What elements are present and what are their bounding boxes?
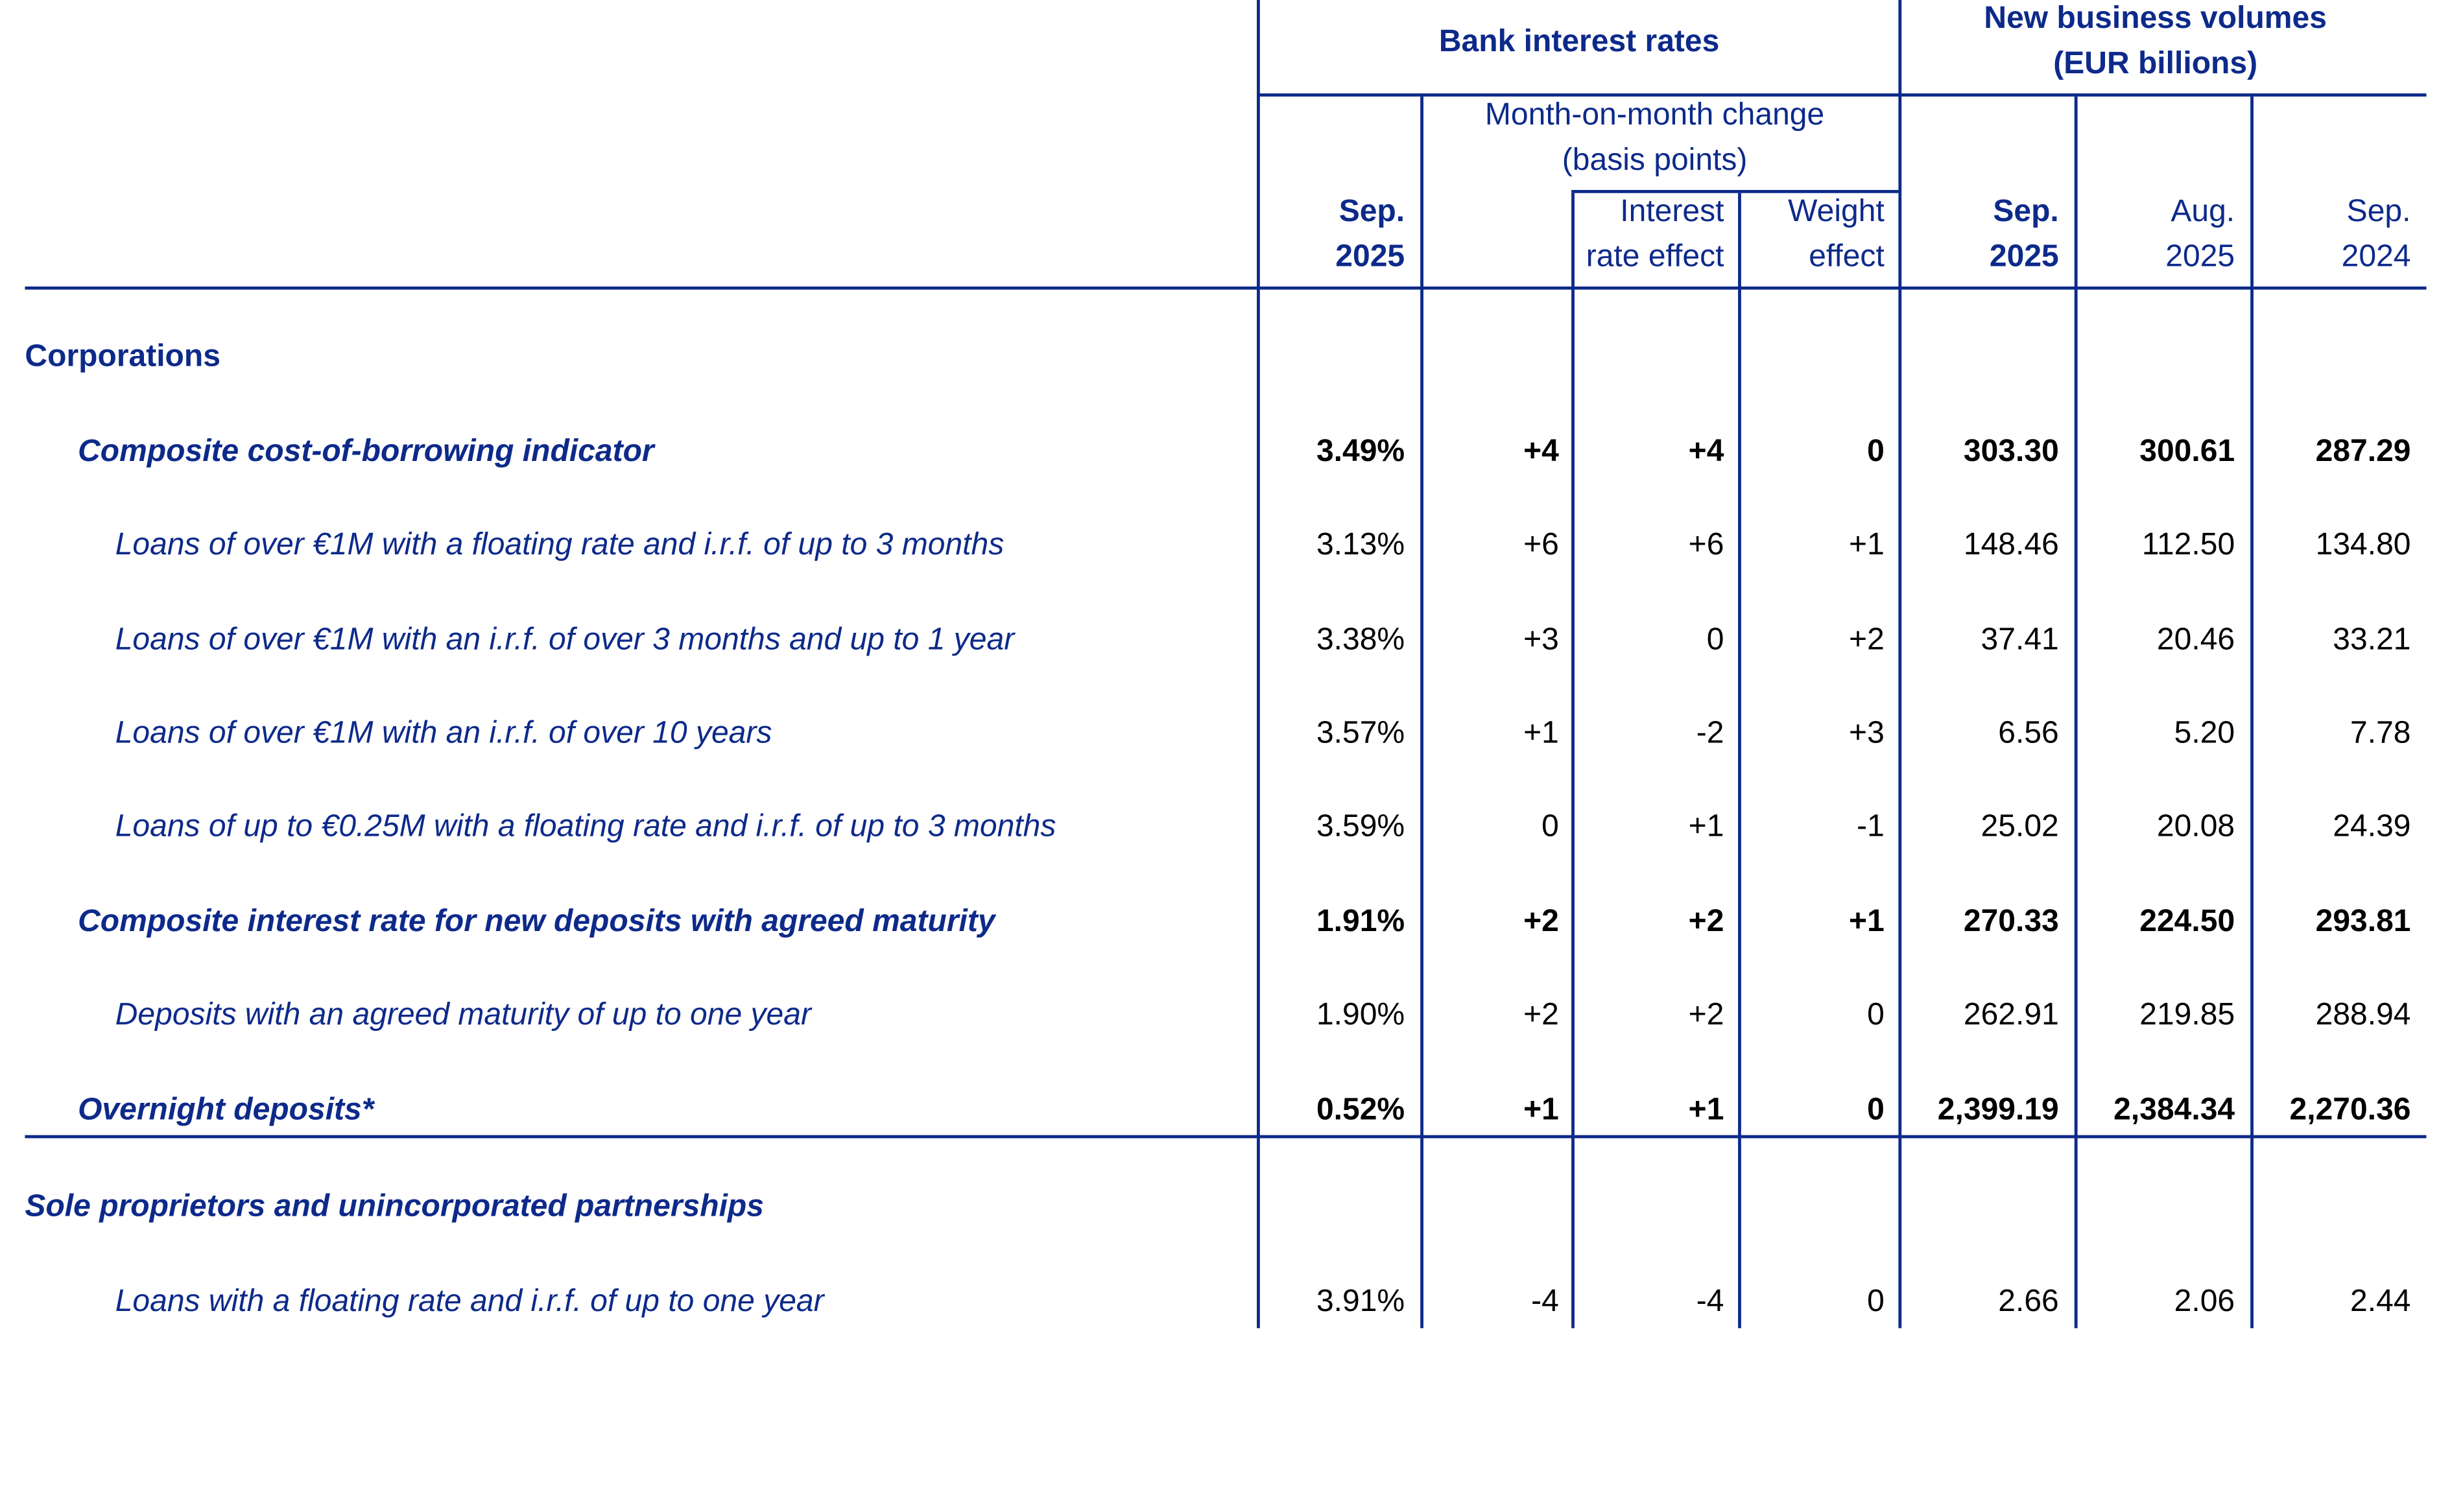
cell-weight-effect: 0 bbox=[1867, 434, 1885, 469]
cell-mom: -4 bbox=[1531, 1284, 1559, 1319]
cell-volume-sep-2024: 2.44 bbox=[2350, 1284, 2411, 1319]
divider-header-bottom bbox=[25, 287, 2426, 290]
cell-volume-aug-2025: 2,384.34 bbox=[2113, 1093, 2235, 1128]
cell-rate: 1.90% bbox=[1316, 998, 1405, 1033]
col-header-v3-month: Sep. bbox=[2346, 195, 2411, 230]
cell-weight-effect: +1 bbox=[1849, 904, 1885, 939]
header-bank-interest-rates: Bank interest rates bbox=[1438, 25, 1720, 60]
header-eur-billions: (EUR billions) bbox=[2053, 47, 2258, 81]
cell-rate: 3.59% bbox=[1316, 809, 1405, 844]
cell-mom: +6 bbox=[1523, 528, 1559, 562]
col-header-rate-year: 2025 bbox=[1335, 239, 1405, 274]
cell-rate: 3.13% bbox=[1316, 528, 1405, 562]
cell-interest-rate-effect: -2 bbox=[1696, 716, 1724, 751]
cell-interest-rate-effect: +1 bbox=[1688, 809, 1724, 844]
cell-weight-effect: 0 bbox=[1867, 1093, 1885, 1128]
row-label: Loans of over €1M with an i.r.f. of over 3 months and up to 1 year bbox=[115, 622, 1015, 657]
cell-volume-sep-2024: 293.81 bbox=[2315, 904, 2411, 939]
cell-volume-aug-2025: 224.50 bbox=[2139, 904, 2235, 939]
cell-rate: 0.52% bbox=[1316, 1093, 1405, 1128]
cell-interest-rate-effect: +2 bbox=[1688, 904, 1724, 939]
cell-volume-sep-2025: 303.30 bbox=[1963, 434, 2059, 469]
cell-rate: 3.38% bbox=[1316, 622, 1405, 657]
header-basis-points: (basis points) bbox=[1562, 143, 1748, 178]
cell-volume-aug-2025: 20.08 bbox=[2156, 809, 2235, 844]
cell-weight-effect: +1 bbox=[1849, 528, 1885, 562]
cell-weight-effect: 0 bbox=[1867, 998, 1885, 1033]
divider-section bbox=[25, 1135, 2426, 1139]
divider-col-ire bbox=[1571, 193, 1575, 1329]
cell-volume-aug-2025: 300.61 bbox=[2139, 434, 2235, 469]
cell-volume-aug-2025: 5.20 bbox=[2174, 716, 2235, 751]
row-label: Loans of over €1M with an i.r.f. of over 10 years bbox=[115, 716, 772, 751]
cell-rate: 3.49% bbox=[1316, 434, 1405, 469]
cell-interest-rate-effect: +4 bbox=[1688, 434, 1724, 469]
cell-weight-effect: 0 bbox=[1867, 1284, 1885, 1319]
cell-mom: +2 bbox=[1523, 904, 1559, 939]
cell-mom: 0 bbox=[1541, 809, 1559, 844]
cell-interest-rate-effect: -4 bbox=[1696, 1284, 1724, 1319]
cell-volume-aug-2025: 112.50 bbox=[2141, 528, 2235, 562]
divider-col-we bbox=[1738, 193, 1741, 1329]
cell-volume-sep-2025: 37.41 bbox=[1981, 622, 2059, 657]
cell-volume-sep-2024: 24.39 bbox=[2333, 809, 2411, 844]
cell-volume-sep-2024: 33.21 bbox=[2333, 622, 2411, 657]
cell-rate: 1.91% bbox=[1316, 904, 1405, 939]
row-label: Loans of up to €0.25M with a floating rate and i.r.f. of up to 3 months bbox=[115, 809, 1056, 844]
col-header-v1-year: 2025 bbox=[1989, 239, 2059, 274]
cell-volume-sep-2025: 262.91 bbox=[1963, 998, 2059, 1033]
cell-rate: 3.91% bbox=[1316, 1284, 1405, 1319]
col-header-v2-month: Aug. bbox=[2171, 195, 2235, 230]
col-header-v2-year: 2025 bbox=[2165, 239, 2235, 274]
cell-mom: +3 bbox=[1523, 622, 1559, 657]
col-header-rate-month: Sep. bbox=[1338, 195, 1405, 230]
cell-volume-sep-2024: 7.78 bbox=[2350, 716, 2411, 751]
cell-volume-sep-2025: 25.02 bbox=[1981, 809, 2059, 844]
cell-volume-sep-2024: 288.94 bbox=[2315, 998, 2411, 1033]
cell-interest-rate-effect: +2 bbox=[1688, 998, 1724, 1033]
row-label: Composite interest rate for new deposits with agreed maturity bbox=[78, 904, 995, 939]
cell-weight-effect: -1 bbox=[1857, 809, 1885, 844]
row-label: Composite cost-of-borrowing indicator bbox=[78, 434, 654, 469]
cell-volume-sep-2024: 134.80 bbox=[2315, 528, 2411, 562]
cell-volume-sep-2025: 148.46 bbox=[1963, 528, 2059, 562]
col-header-ire-2: rate effect bbox=[1586, 239, 1724, 274]
col-header-we-1: Weight bbox=[1788, 195, 1885, 230]
cell-volume-sep-2025: 270.33 bbox=[1963, 904, 2059, 939]
cell-volume-sep-2025: 2.66 bbox=[1998, 1284, 2059, 1319]
cell-mom: +1 bbox=[1523, 1093, 1559, 1128]
cell-volume-sep-2024: 287.29 bbox=[2315, 434, 2411, 469]
cell-mom: +1 bbox=[1523, 716, 1559, 751]
row-label: Deposits with an agreed maturity of up to one year bbox=[115, 998, 811, 1033]
header-new-business-volumes: New business volumes bbox=[1984, 1, 2327, 36]
cell-weight-effect: +3 bbox=[1849, 716, 1885, 751]
cell-volume-aug-2025: 20.46 bbox=[2156, 622, 2235, 657]
cell-volume-sep-2025: 2,399.19 bbox=[1937, 1093, 2059, 1128]
row-label: Loans with a floating rate and i.r.f. of up to one year bbox=[115, 1284, 824, 1319]
col-header-v3-year: 2024 bbox=[2341, 239, 2411, 274]
cell-volume-aug-2025: 2.06 bbox=[2174, 1284, 2235, 1319]
cell-interest-rate-effect: 0 bbox=[1706, 622, 1724, 657]
row-label: Loans of over €1M with a floating rate and i.r.f. of up to 3 months bbox=[115, 528, 1005, 562]
cell-interest-rate-effect: +1 bbox=[1688, 1093, 1724, 1128]
cell-volume-sep-2025: 6.56 bbox=[1998, 716, 2059, 751]
cell-weight-effect: +2 bbox=[1849, 622, 1885, 657]
col-header-we-2: effect bbox=[1809, 239, 1885, 274]
cell-interest-rate-effect: +6 bbox=[1688, 528, 1724, 562]
cell-mom: +2 bbox=[1523, 998, 1559, 1033]
cell-mom: +4 bbox=[1523, 434, 1559, 469]
header-month-on-month-change: Month-on-month change bbox=[1484, 98, 1825, 133]
col-header-ire-1: Interest bbox=[1620, 195, 1724, 230]
cell-rate: 3.57% bbox=[1316, 716, 1405, 751]
col-header-v1-month: Sep. bbox=[1993, 195, 2059, 230]
row-label: Overnight deposits* bbox=[78, 1093, 374, 1128]
section-sole-proprietors: Sole proprietors and unincorporated partnerships bbox=[25, 1189, 764, 1224]
cell-volume-aug-2025: 219.85 bbox=[2139, 998, 2235, 1033]
cell-volume-sep-2024: 2,270.36 bbox=[2289, 1093, 2411, 1128]
section-corporations: Corporations bbox=[25, 339, 220, 374]
